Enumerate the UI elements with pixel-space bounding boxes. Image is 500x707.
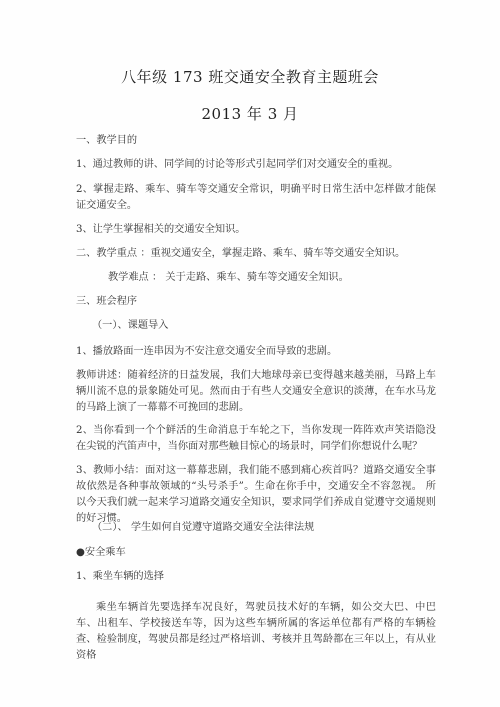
objective-1: 1、通过教师的讲、同学间的讨论等形式引起同学们对交通安全的重视。 bbox=[76, 159, 399, 170]
procedure-step-2: 2、当你看到一个个鲜活的生命消息于车轮之下，当你发现一阵阵欢声笑语隐没在尖锐的汽笛声中，当你面对那些触目惊心的场景时，同学们你想说什么呢？ bbox=[76, 425, 436, 452]
vehicle-choice-text: 乘坐车辆首先要选择车况良好，驾驶员技术好的车辆，如公交大巴、中巴车、出租车、学校接送车等，因为这些车辆所属的客运单位都有严格的车辆检查、检验制度，驾驶员都是经过严格培训、考核并且驾龄都在三年以上，有从业资格 bbox=[76, 602, 436, 661]
section-heading-objectives: 一、教学目的 bbox=[76, 135, 138, 146]
objective-2: 2、掌握走路、乘车、骑车等交通安全常识，明确平时日常生活中怎样做才能保证交通安全。 bbox=[76, 184, 436, 211]
teaching-difficulty: 教学难点 ： 关于走路、乘车、骑车等交通安全知识。 bbox=[108, 272, 349, 283]
subsection-intro: （一）、课题导入 bbox=[92, 320, 169, 331]
objective-3: 3、让学生掌握相关的交通安全知识。 bbox=[76, 224, 246, 235]
document-title: 八年级 173 班交通安全教育主题班会 bbox=[121, 68, 379, 86]
section-heading-procedure: 三、班会程序 bbox=[76, 296, 138, 307]
procedure-step-1: 1、播放路面一连串因为不安注意交通安全而导致的悲剧。 bbox=[76, 346, 338, 357]
vehicle-choice-heading: 1、乘坐车辆的选择 bbox=[76, 571, 164, 582]
teaching-focus: 二、教学重点 ：重视交通安全，掌握走路、乘车、骑车等交通安全知识。 bbox=[76, 248, 406, 259]
bullet-safe-riding: ●安全乘车 bbox=[76, 547, 126, 558]
procedure-step-3: 3、教师小结：面对这一幕幕悲剧，我们能不感到痛心疾首吗？道路交通安全事故依然是各种事故领域的“头号杀手”。生命在你手中，交通安全不容忽视。 所以今天我们就一起来学习道路交通安全知识，要求同学们养成自觉遵守交通规则的好习惯。 bbox=[76, 465, 436, 524]
teacher-narration: 教师讲述：随着经济的日益发展，我们大地球母亲已变得越来越美丽，马路上车辆川流不息的景象随处可见。然而由于有些人交通安全意识的淡薄，在车水马龙的马路上演了一幕幕不可挽回的悲剧。 bbox=[76, 370, 436, 413]
document-date: 2013 年 3 月 bbox=[201, 105, 299, 123]
subsection-laws: （二）、 学生如何自觉遵守道路交通安全法律法规 bbox=[92, 522, 315, 533]
